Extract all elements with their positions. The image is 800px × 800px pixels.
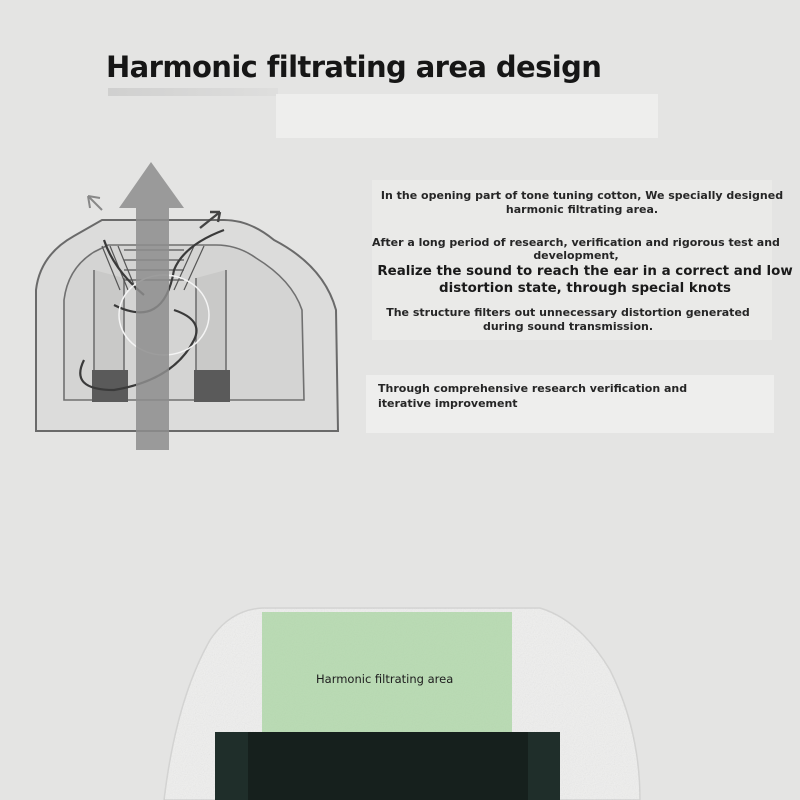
page-title: Harmonic filtrating area design — [106, 50, 602, 84]
intro-text: In the opening part of tone tuning cotton, We specially designed harmonic filtrating area. — [380, 189, 784, 216]
faint-caption-line — [108, 88, 278, 96]
filter-text: The structure filters out unnecessary distortion generated during sound transmission. — [386, 306, 750, 333]
background-patch — [276, 94, 658, 138]
comprehensive-text: Through comprehensive research verification and iterative improvement — [378, 382, 688, 410]
foam-tip-cross-section — [0, 580, 800, 800]
harmonic-area-label: Harmonic filtrating area — [316, 672, 454, 686]
realize-text: Realize the sound to reach the ear in a correct and low distortion state, through special knots — [377, 264, 793, 296]
research-text: After a long period of research, verification and rigorous test and development, — [372, 236, 780, 262]
